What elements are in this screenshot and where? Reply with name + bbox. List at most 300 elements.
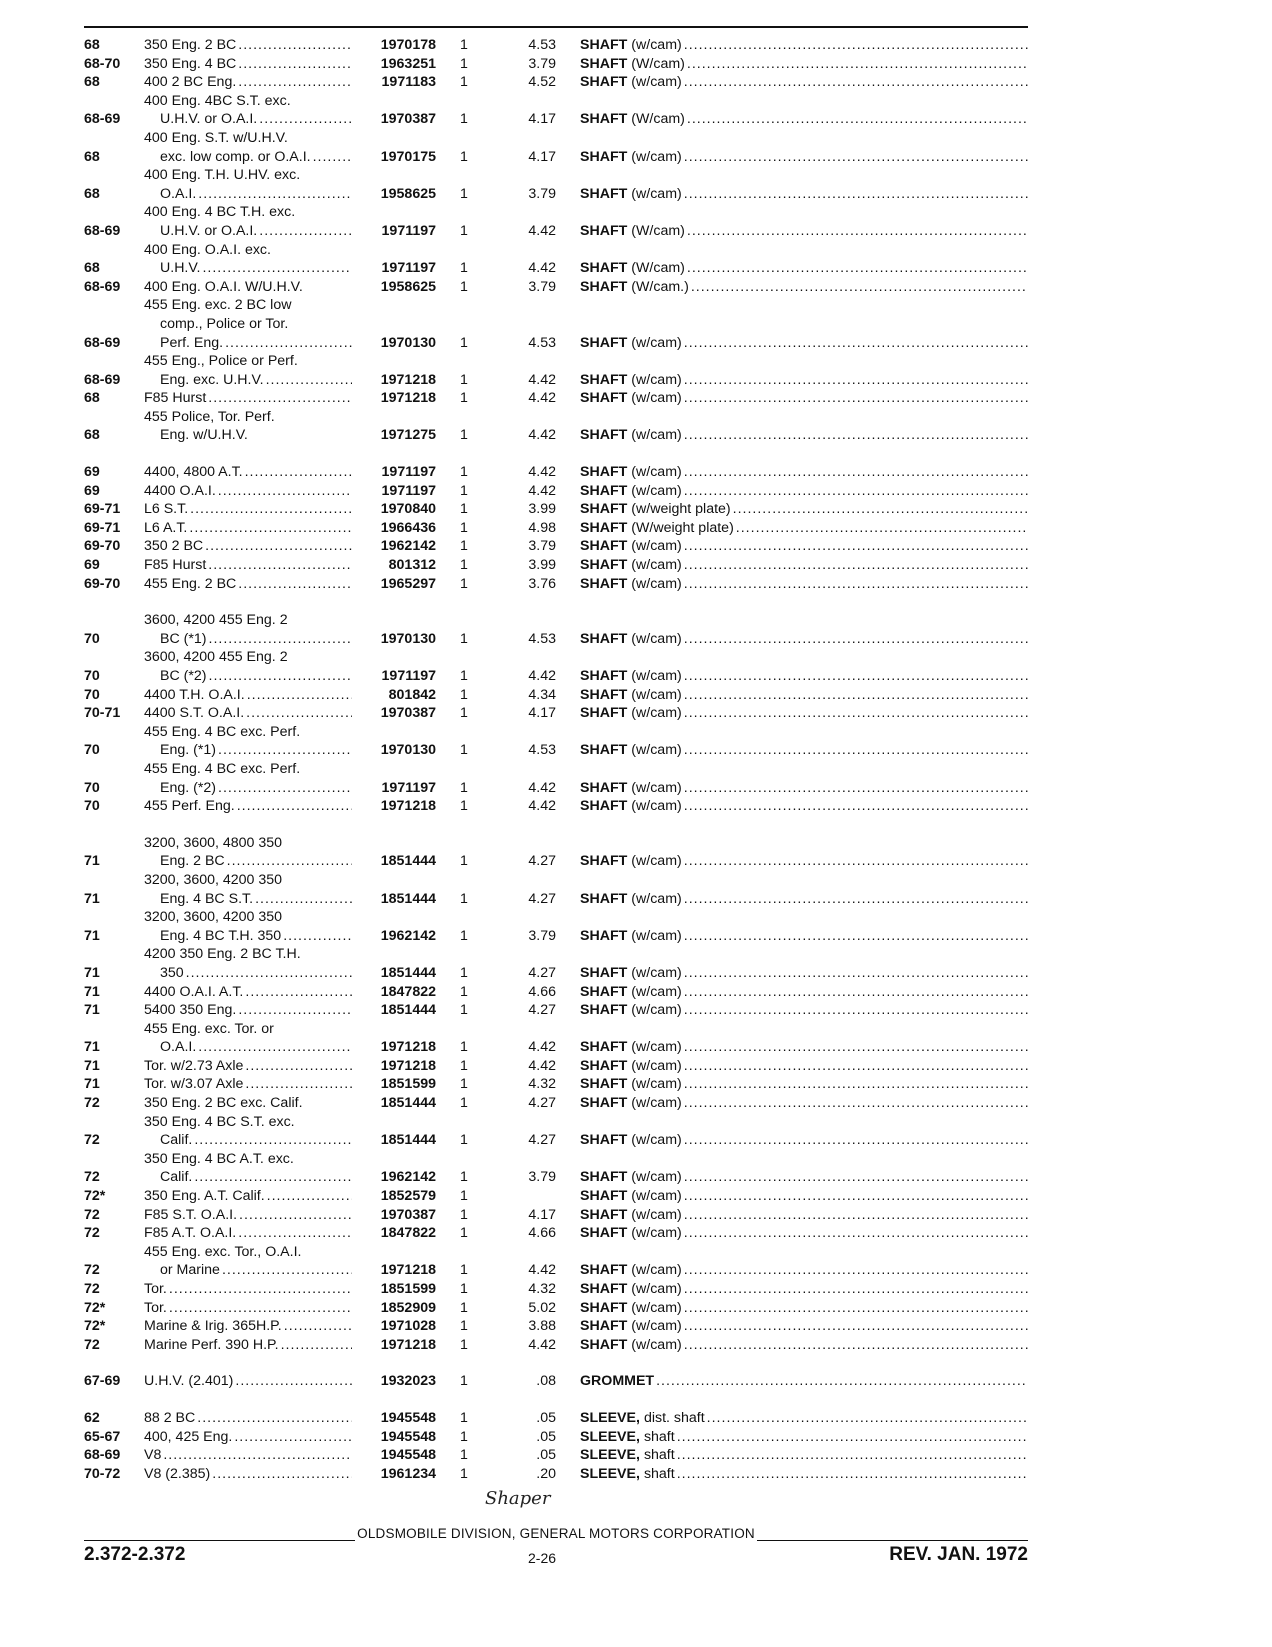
part-number-cell: 1970387 — [380, 705, 436, 722]
description-cell — [144, 1336, 352, 1355]
description-text: 350 Eng. 4 BC A.T. exc. — [144, 1150, 294, 1167]
description-text: Eng. (*2) — [160, 779, 216, 796]
dot-leader — [279, 1336, 352, 1355]
description-text: 400 Eng. O.A.I. exc. — [144, 241, 271, 258]
description-text: L6 A.T. — [144, 519, 188, 536]
dot-leader — [682, 797, 1028, 816]
description-text: 350 Eng. 2 BC — [144, 37, 237, 53]
dot-leader — [206, 389, 352, 408]
description-line — [144, 1446, 352, 1465]
table-row — [84, 834, 1028, 871]
dot-leader — [682, 630, 1028, 649]
quantity-cell: 1 — [460, 1465, 468, 1482]
description-line — [144, 296, 352, 315]
part-name: SHAFT — [580, 1132, 628, 1149]
year-cell: 72* — [84, 1318, 106, 1335]
part-name-cell — [580, 927, 1028, 946]
price-cell: 3.79 — [528, 538, 556, 555]
part-spec: (W/cam) — [631, 111, 685, 128]
description-cell — [144, 482, 352, 501]
price-cell: 3.76 — [528, 575, 556, 592]
part-spec: (w/cam) — [631, 1336, 682, 1353]
description-line — [144, 259, 352, 278]
dot-leader — [207, 630, 352, 649]
table-row — [84, 1336, 1028, 1355]
year-cell: 68 — [84, 390, 100, 407]
price-cell: 4.53 — [528, 37, 556, 53]
quantity-cell: 1 — [460, 1057, 468, 1074]
quantity-cell: 1 — [460, 1336, 468, 1353]
description-line — [144, 1317, 352, 1336]
part-spec: (w/cam) — [631, 1039, 682, 1056]
description-line — [144, 92, 352, 111]
part-name: SHAFT — [580, 1281, 628, 1297]
description-text: Tor. w/2.73 Axle — [144, 1057, 244, 1074]
year-cell: 68-69 — [84, 222, 121, 239]
description-text: 400 Eng. 4BC S.T. exc. — [144, 92, 291, 109]
part-spec: (w/cam) — [631, 1002, 682, 1019]
dot-leader — [236, 1224, 352, 1243]
description-line — [144, 760, 352, 779]
description-cell — [144, 73, 352, 92]
dot-leader — [682, 1280, 1028, 1299]
dot-leader — [232, 1428, 352, 1447]
part-number-cell: 1851444 — [380, 1095, 436, 1112]
part-spec: (W/cam.) — [631, 278, 689, 295]
table-row — [84, 519, 1028, 538]
description-text: Marine & Irig. 365H.P. — [144, 1318, 282, 1335]
part-number-cell: 1958625 — [380, 185, 436, 202]
part-name-cell — [580, 1261, 1028, 1280]
description-text: 400, 425 Eng. — [144, 1428, 233, 1445]
description-text: 4400 O.A.I. A.T. — [144, 983, 244, 1000]
part-number-cell: 1963251 — [380, 55, 436, 72]
description-text: 4200 350 Eng. 2 BC T.H. — [144, 946, 301, 963]
quantity-cell: 1 — [460, 538, 468, 555]
part-number-cell: 1971197 — [381, 464, 436, 481]
description-text: 455 Eng., Police or Perf. — [144, 353, 298, 370]
year-cell: 68-69 — [84, 111, 121, 128]
quantity-cell: 1 — [460, 927, 468, 944]
part-name-cell — [580, 500, 1028, 519]
part-number-cell: 1932023 — [380, 1373, 436, 1390]
part-name-cell — [580, 1299, 1028, 1318]
quantity-cell: 1 — [460, 464, 468, 481]
part-number-cell: 1961234 — [380, 1465, 436, 1482]
table-row — [84, 760, 1028, 797]
part-name: SHAFT — [580, 1262, 628, 1279]
price-cell: 3.79 — [528, 55, 556, 72]
quantity-cell: 1 — [460, 111, 468, 128]
table-row — [84, 1187, 1028, 1206]
part-number-cell: 1971218 — [380, 390, 436, 407]
price-cell: 4.53 — [528, 334, 556, 351]
dot-leader — [682, 36, 1028, 55]
year-cell: 69-71 — [84, 501, 121, 518]
part-name-cell — [580, 148, 1028, 167]
part-name-cell — [580, 222, 1028, 241]
part-spec: (w/cam) — [631, 1169, 682, 1186]
year-cell: 71 — [84, 853, 100, 870]
dot-leader — [243, 1057, 352, 1076]
description-text: or Marine — [160, 1262, 220, 1279]
description-line — [144, 1243, 352, 1262]
dot-leader — [675, 1428, 1028, 1447]
table-row — [84, 1224, 1028, 1243]
description-line — [144, 1372, 352, 1391]
quantity-cell: 1 — [460, 1206, 468, 1223]
table-row — [84, 797, 1028, 816]
description-line — [144, 890, 352, 909]
table-row — [84, 1317, 1028, 1336]
price-cell: .08 — [536, 1373, 556, 1390]
dot-leader — [685, 222, 1028, 241]
description-line — [144, 73, 352, 92]
dot-leader — [220, 1261, 352, 1280]
description-text: 350 2 BC — [144, 538, 204, 555]
part-name: SHAFT — [580, 1095, 628, 1112]
dot-leader — [253, 890, 352, 909]
year-cell: 70-71 — [84, 705, 121, 722]
part-spec: (w/cam) — [631, 890, 682, 907]
price-cell: 4.42 — [528, 1262, 556, 1279]
description-cell — [144, 871, 352, 908]
part-name: SHAFT — [580, 1299, 628, 1316]
part-name: SHAFT — [580, 890, 628, 907]
table-row — [84, 1020, 1028, 1057]
description-line — [144, 1261, 352, 1280]
description-text: 455 Eng. 4 BC exc. Perf. — [144, 723, 301, 740]
description-line — [144, 203, 352, 222]
table-row — [84, 556, 1028, 575]
part-name-cell — [580, 482, 1028, 501]
quantity-cell: 1 — [460, 390, 468, 407]
dot-leader — [216, 779, 352, 798]
part-number-cell: 801312 — [388, 557, 436, 574]
dot-leader — [682, 482, 1028, 501]
description-cell — [144, 575, 352, 594]
part-name-cell — [580, 259, 1028, 278]
part-spec: (w/cam) — [631, 464, 682, 481]
part-number-cell: 1945548 — [380, 1428, 436, 1445]
part-name-cell — [580, 964, 1028, 983]
description-line — [144, 166, 352, 185]
price-cell: 4.17 — [528, 111, 556, 128]
year-cell: 67-69 — [84, 1373, 121, 1390]
price-cell: 4.42 — [528, 464, 556, 481]
description-line — [144, 575, 352, 594]
quantity-cell: 1 — [460, 334, 468, 351]
part-name: SLEEVE, — [580, 1428, 640, 1445]
dot-leader — [675, 1446, 1028, 1465]
dot-leader — [236, 575, 352, 594]
quantity-cell: 1 — [460, 705, 468, 722]
description-line — [144, 315, 352, 334]
year-cell: 68-70 — [84, 55, 121, 72]
description-line — [144, 185, 352, 204]
price-cell: 4.32 — [528, 1281, 556, 1297]
description-text: Tor. w/3.07 Axle — [144, 1076, 244, 1093]
quantity-cell: 1 — [460, 222, 468, 239]
year-cell: 72 — [84, 1225, 100, 1242]
year-cell: 71 — [84, 983, 100, 1000]
description-text: F85 A.T. O.A.I. — [144, 1225, 237, 1242]
year-cell: 72* — [84, 1188, 106, 1205]
part-name-cell — [580, 704, 1028, 723]
description-line — [144, 55, 352, 74]
description-cell — [144, 834, 352, 871]
description-cell — [144, 92, 352, 129]
description-text: Eng. 4 BC T.H. 350 — [160, 927, 282, 944]
description-cell — [144, 1299, 352, 1318]
part-number-cell: 1971218 — [380, 1057, 436, 1074]
part-spec: (W/weight plate) — [631, 519, 734, 536]
part-name-cell — [580, 1336, 1028, 1355]
description-text: 350 Eng. 4 BC — [144, 55, 237, 72]
table-row — [84, 1243, 1028, 1280]
price-cell: 3.79 — [528, 927, 556, 944]
part-name-cell — [580, 278, 1028, 297]
part-spec: (w/cam) — [631, 538, 682, 555]
dot-leader — [682, 1075, 1028, 1094]
description-text: 3600, 4200 455 Eng. 2 — [144, 612, 288, 629]
part-name: SHAFT — [580, 37, 628, 53]
table-row — [84, 1409, 1028, 1428]
part-spec: (w/cam) — [631, 686, 682, 703]
part-spec: (w/weight plate) — [631, 501, 731, 518]
price-cell: 4.42 — [528, 260, 556, 277]
description-cell — [144, 797, 352, 816]
part-spec: (w/cam) — [631, 1318, 682, 1335]
dot-leader — [682, 890, 1028, 909]
part-spec: shaft — [643, 1465, 675, 1482]
year-cell: 70-72 — [84, 1465, 121, 1482]
part-name: SHAFT — [580, 1076, 628, 1093]
dot-leader — [210, 1465, 352, 1484]
part-spec: (w/cam) — [631, 1281, 682, 1297]
year-cell: 68 — [84, 148, 100, 165]
description-text: Tor. — [144, 1281, 167, 1297]
part-name: SHAFT — [580, 1057, 628, 1074]
dot-leader — [682, 704, 1028, 723]
dot-leader — [685, 259, 1028, 278]
part-name: SHAFT — [580, 427, 628, 444]
dot-leader — [237, 1206, 352, 1225]
part-number-cell: 1965297 — [380, 575, 436, 592]
price-cell: 4.27 — [528, 964, 556, 981]
table-row — [84, 352, 1028, 389]
part-spec: (w/cam) — [631, 927, 682, 944]
part-number-cell: 1971183 — [381, 74, 436, 91]
description-line — [144, 1206, 352, 1225]
part-name-cell — [580, 1187, 1028, 1206]
part-name-cell — [580, 1409, 1028, 1428]
quantity-cell: 1 — [460, 1039, 468, 1056]
part-name: SHAFT — [580, 74, 628, 91]
table-row — [84, 537, 1028, 556]
part-name: SHAFT — [580, 1002, 628, 1019]
part-spec: (W/cam) — [631, 222, 685, 239]
description-text: 4400 O.A.I. — [144, 482, 216, 499]
description-text: 5400 350 Eng. — [144, 1002, 237, 1019]
dot-leader — [682, 1224, 1028, 1243]
price-cell: 4.53 — [528, 742, 556, 759]
price-cell: 4.42 — [528, 222, 556, 239]
part-number-cell: 1945548 — [380, 1447, 436, 1464]
description-line — [144, 908, 352, 927]
part-spec: dist. shaft — [643, 1409, 705, 1426]
table-row — [84, 723, 1028, 760]
description-text: Eng. 4 BC S.T. — [160, 890, 254, 907]
description-text: Eng. w/U.H.V. — [160, 427, 248, 444]
dot-leader — [685, 110, 1028, 129]
description-line — [144, 797, 352, 816]
dot-leader — [682, 185, 1028, 204]
part-number-cell: 1851444 — [380, 1132, 436, 1149]
table-row — [84, 389, 1028, 408]
description-cell — [144, 408, 352, 445]
part-name-cell — [580, 537, 1028, 556]
description-line — [144, 500, 352, 519]
part-name-cell — [580, 1465, 1028, 1484]
description-text: F85 Hurst — [144, 390, 207, 407]
table-row — [84, 611, 1028, 648]
part-name: SHAFT — [580, 705, 628, 722]
year-cell: 68 — [84, 427, 100, 444]
description-line — [144, 1150, 352, 1169]
part-number-cell: 1971218 — [380, 1039, 436, 1056]
part-name: SLEEVE, — [580, 1447, 640, 1464]
quantity-cell: 1 — [460, 1281, 468, 1297]
description-text: 3200, 3600, 4200 350 — [144, 871, 283, 888]
description-cell — [144, 704, 352, 723]
part-spec: (w/cam) — [631, 853, 682, 870]
description-cell — [144, 519, 352, 538]
part-name: SLEEVE, — [580, 1465, 640, 1482]
description-line — [144, 1094, 352, 1113]
dot-leader — [682, 964, 1028, 983]
year-cell: 71 — [84, 890, 100, 907]
price-cell: 4.27 — [528, 1002, 556, 1019]
part-number-cell: 1851444 — [380, 890, 436, 907]
part-name-cell — [580, 1280, 1028, 1299]
description-cell — [144, 241, 352, 278]
year-cell: 69 — [84, 464, 100, 481]
dot-leader — [682, 983, 1028, 1002]
part-number-cell: 1971275 — [380, 427, 436, 444]
row-spacer — [84, 1354, 1028, 1372]
dot-leader — [200, 259, 352, 278]
table-row — [84, 1206, 1028, 1225]
dot-leader — [682, 1001, 1028, 1020]
part-name-cell — [580, 630, 1028, 649]
dot-leader — [675, 1465, 1028, 1484]
dot-leader — [682, 686, 1028, 705]
quantity-cell: 1 — [460, 519, 468, 536]
description-text: 4400 T.H. O.A.I. — [144, 686, 245, 703]
description-text: 3200, 3600, 4200 350 — [144, 909, 283, 926]
part-number-cell: 1970178 — [380, 37, 436, 53]
part-name: SLEEVE, — [580, 1409, 640, 1426]
part-number-cell: 1971197 — [381, 260, 436, 277]
part-number-cell: 1962142 — [380, 927, 436, 944]
dot-leader — [243, 983, 352, 1002]
year-cell: 68-69 — [84, 278, 121, 295]
description-line — [144, 1299, 352, 1318]
description-cell — [144, 1409, 352, 1428]
description-line — [144, 426, 352, 445]
dot-leader — [682, 1206, 1028, 1225]
dot-leader — [682, 73, 1028, 92]
part-spec: (w/cam) — [631, 668, 682, 684]
description-cell — [144, 1465, 352, 1484]
table-row — [84, 1280, 1028, 1299]
part-name: SHAFT — [580, 222, 628, 239]
price-cell: 3.88 — [528, 1318, 556, 1335]
description-cell — [144, 389, 352, 408]
description-cell — [144, 203, 352, 240]
description-cell — [144, 55, 352, 74]
description-cell — [144, 1113, 352, 1150]
year-cell: 72 — [84, 1169, 100, 1186]
year-cell: 70 — [84, 686, 100, 703]
dot-leader — [196, 185, 352, 204]
description-text: L6 S.T. — [144, 501, 189, 518]
year-cell: 72* — [84, 1299, 106, 1316]
part-number-cell: 1851444 — [380, 964, 436, 981]
table-row — [84, 166, 1028, 203]
part-name-cell — [580, 1001, 1028, 1020]
quantity-cell: 1 — [460, 1095, 468, 1112]
quantity-cell: 1 — [460, 668, 468, 684]
description-line — [144, 556, 352, 575]
year-cell: 72 — [84, 1095, 100, 1112]
table-row — [84, 463, 1028, 482]
table-row — [84, 1446, 1028, 1465]
dot-leader — [257, 110, 352, 129]
dot-leader — [654, 1372, 1028, 1391]
description-cell — [144, 723, 352, 760]
part-spec: (w/cam) — [631, 185, 682, 202]
dot-leader — [161, 1446, 352, 1465]
table-row — [84, 482, 1028, 501]
description-line — [144, 519, 352, 538]
parts-table — [84, 36, 1028, 1483]
price-cell: 4.34 — [528, 686, 556, 703]
table-row — [84, 296, 1028, 352]
dot-leader — [167, 1299, 352, 1318]
description-line — [144, 241, 352, 260]
quantity-cell: 1 — [460, 798, 468, 815]
part-number-cell: 1962142 — [380, 1169, 436, 1186]
price-cell: 4.27 — [528, 890, 556, 907]
price-cell: 4.27 — [528, 853, 556, 870]
part-number-cell: 1851599 — [380, 1076, 436, 1093]
quantity-cell: 1 — [460, 1225, 468, 1242]
part-name: SHAFT — [580, 501, 628, 518]
table-row — [84, 983, 1028, 1002]
price-cell: 3.79 — [528, 1169, 556, 1186]
part-spec: (w/cam) — [631, 705, 682, 722]
table-row — [84, 1299, 1028, 1318]
part-spec: (w/cam) — [631, 371, 682, 388]
dot-leader — [245, 686, 352, 705]
year-cell: 68-69 — [84, 1447, 121, 1464]
part-name-cell — [580, 983, 1028, 1002]
description-line — [144, 1428, 352, 1447]
description-text: 3600, 4200 455 Eng. 2 — [144, 649, 288, 666]
part-number-cell: 1970130 — [380, 630, 436, 647]
